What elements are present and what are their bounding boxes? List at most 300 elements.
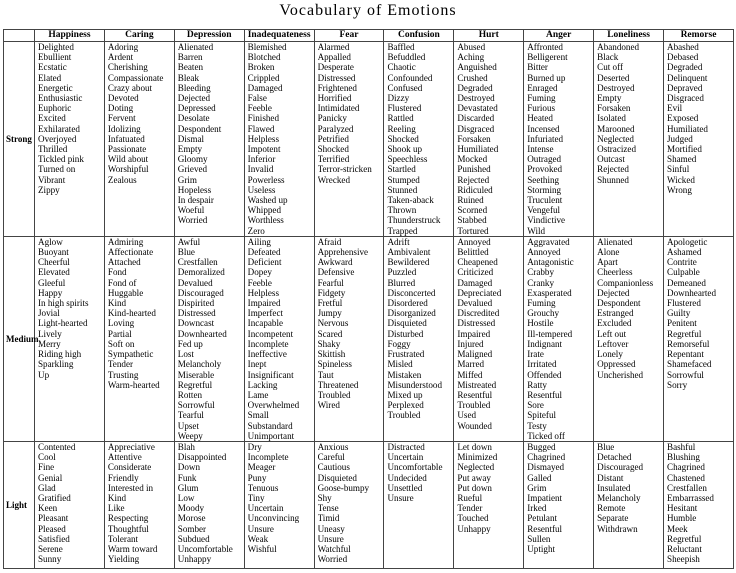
emotion-word: Fed up (177, 338, 203, 349)
emotion-word: Overwhelmed (247, 400, 300, 411)
emotion-word: Vindictive (527, 215, 566, 226)
emotion-word: Ashamed (667, 247, 702, 258)
emotion-word: Intimidated (317, 103, 360, 114)
column-header-loneliness: Loneliness (594, 30, 664, 42)
emotion-word: Fond of (107, 277, 137, 288)
emotion-word: Euphoric (38, 103, 72, 114)
emotion-word: Detached (597, 452, 632, 463)
emotion-word: Depreciated (457, 287, 502, 298)
emotion-word: Deficient (247, 257, 282, 268)
emotion-word: Outcast (597, 154, 625, 165)
emotion-word: Energetic (38, 82, 73, 93)
column-header-remorse: Remorse (664, 30, 734, 42)
word-cell-remorse (664, 441, 734, 568)
emotion-word: Irate (527, 349, 544, 360)
emotion-word: Gleeful (38, 277, 66, 288)
emotion-word: Respecting (107, 513, 149, 524)
emotion-word: Deserted (597, 72, 630, 83)
emotion-word: Shamefaced (667, 359, 712, 370)
emotion-word: Sympathetic (107, 349, 154, 360)
emotion-word: Discouraged (597, 462, 644, 473)
word-cell-remorse (664, 236, 734, 441)
emotion-word: Grim (527, 482, 547, 493)
emotion-word: Disorganized (387, 308, 436, 319)
emotion-word: Mortified (667, 144, 702, 155)
emotion-word: Blemished (247, 42, 287, 52)
emotion-word: Taken-aback (387, 195, 434, 206)
emotion-word: Mistreated (457, 379, 497, 390)
emotion-word: Irritated (527, 359, 557, 370)
emotion-word: Blah (177, 441, 195, 452)
emotion-word: Culpable (667, 267, 700, 278)
emotion-word: Light-hearted (38, 318, 88, 329)
emotion-word: Insignificant (247, 369, 294, 380)
emotion-word: Troubled (317, 389, 351, 400)
emotion-word: Lonely (597, 349, 623, 360)
emotion-word: Troubled (387, 410, 421, 421)
emotion-word: Companionless (597, 277, 654, 288)
emotion-word: Befuddled (387, 52, 426, 63)
emotion-word: Sorrowful (177, 400, 215, 411)
emotion-word: Fretful (317, 298, 343, 309)
emotion-word: Ticked off (527, 430, 565, 441)
emotion-word: Dispirited (177, 298, 215, 309)
emotion-word: Annoyed (457, 236, 491, 247)
word-cell-confusion (384, 42, 454, 237)
emotion-word: Bleak (177, 72, 199, 83)
word-cell-depression (174, 42, 244, 237)
emotion-word: Meek (667, 523, 688, 534)
emotion-word: Discouraged (177, 287, 224, 298)
word-cell-fear (314, 236, 384, 441)
emotion-word: Disgraced (667, 93, 704, 104)
emotion-word: Ratty (527, 379, 547, 390)
emotion-word: Tolerant (107, 533, 139, 544)
emotion-word: Subdued (177, 533, 210, 544)
emotion-word: Cheapened (457, 257, 498, 268)
emotion-word: Testy (527, 420, 547, 431)
emotion-word: Nervous (317, 318, 349, 329)
emotion-word: Antagonistic (527, 257, 574, 268)
emotion-word: Worried (177, 215, 208, 226)
emotion-word: Incomplete (247, 338, 289, 349)
emotion-word: Keen (38, 503, 58, 514)
word-cell-anger (524, 42, 594, 237)
emotion-word: Disturbed (387, 328, 424, 339)
emotion-word: Resentful (527, 523, 563, 534)
emotion-word: Ambivalent (387, 247, 431, 258)
emotion-word: Somber (177, 523, 207, 534)
emotion-word: Rejected (597, 164, 629, 175)
emotion-word: Fervent (107, 113, 136, 124)
emotion-word: Disquieted (317, 472, 357, 483)
column-header-happiness: Happiness (35, 30, 105, 42)
emotion-word: Minimized (457, 452, 498, 463)
word-cell-confusion (384, 236, 454, 441)
emotion-word: Uncomfortable (177, 543, 233, 554)
emotion-word: Inferior (247, 154, 276, 165)
emotion-word: Guilty (667, 308, 691, 319)
emotion-word: Doting (107, 103, 134, 114)
emotion-word: Loving (107, 318, 135, 329)
emotion-word: Puny (247, 472, 267, 483)
emotion-word: Reeling (387, 123, 416, 134)
emotion-word: Demoralized (177, 267, 225, 278)
emotion-word: Devoted (107, 93, 139, 104)
emotion-word: Tenuous (247, 482, 279, 493)
page-title: Vocabulary of Emotions (279, 2, 457, 19)
emotion-word: Up (38, 369, 50, 380)
emotion-word: Marred (457, 359, 485, 370)
emotion-word: Judged (667, 133, 693, 144)
emotion-word: Kind-hearted (107, 308, 156, 319)
emotion-word: Downhearted (177, 328, 227, 339)
emotion-word: Admiring (107, 236, 144, 247)
emotion-word: Put down (457, 482, 492, 493)
row-label: Medium (4, 236, 35, 441)
emotion-word: Defeated (247, 247, 281, 258)
emotion-word: Tortured (457, 225, 489, 236)
emotion-word: Uncomfortable (387, 462, 443, 473)
emotion-word: Vibrant (38, 174, 66, 185)
emotion-word: Scorned (457, 205, 488, 216)
emotion-word: Aggravated (527, 236, 570, 247)
emotion-word: Confused (387, 82, 423, 93)
emotion-word: Humiliated (667, 123, 708, 134)
emotion-word: Cheerful (38, 257, 70, 268)
emotion-word: Shook up (387, 144, 423, 155)
emotion-word: Incensed (527, 123, 560, 134)
emotion-word: Sinful (667, 164, 690, 175)
emotion-word: Foggy (387, 338, 411, 349)
column-header-hurt: Hurt (454, 30, 524, 42)
emotion-word: Gloomy (177, 154, 208, 165)
emotion-word: Furious (527, 103, 556, 114)
emotion-word: Exposed (667, 113, 699, 124)
emotion-word: Glad (38, 482, 56, 493)
emotion-word: Wishful (247, 543, 277, 554)
emotion-word: Forsaken (597, 103, 631, 114)
emotion-word: Insulated (597, 482, 631, 493)
emotion-word: Shocked (387, 133, 419, 144)
emotion-word: Trapped (387, 225, 418, 236)
emotion-word: Flawed (247, 123, 275, 134)
emotion-word: Trusting (107, 369, 139, 380)
emotion-word: Bitter (527, 62, 548, 73)
emotion-word: Kind (107, 492, 127, 503)
emotion-word: Uptight (527, 543, 556, 554)
emotion-word: Regretful (667, 533, 702, 544)
emotion-word: Rueful (457, 492, 483, 503)
emotion-word: Destroyed (457, 93, 495, 104)
emotion-word: Moody (177, 503, 205, 514)
emotion-word: Leftover (597, 338, 629, 349)
word-cell-caring (104, 236, 174, 441)
emotion-word: Washed up (247, 195, 288, 206)
emotion-word: Thoughtful (107, 523, 149, 534)
emotion-word: Miffed (457, 369, 483, 380)
emotion-word: Chastened (667, 472, 705, 483)
emotion-word: Uncherished (597, 369, 644, 380)
emotion-word: Shy (317, 492, 332, 503)
emotion-word: Cool (38, 452, 56, 463)
emotion-word: Misunderstood (387, 379, 443, 390)
emotion-word: Blushing (667, 452, 700, 463)
emotion-word: Awkward (317, 257, 353, 268)
emotion-word: Hostile (527, 318, 554, 329)
emotion-word: Affronted (527, 42, 563, 52)
emotion-word: Useless (247, 184, 276, 195)
emotion-word: Unsure (247, 523, 274, 534)
emotion-word: Grouchy (527, 308, 560, 319)
emotion-word: Contented (38, 441, 76, 452)
emotion-word: Miserable (177, 369, 215, 380)
emotion-word: Wrecked (317, 174, 351, 185)
emotion-word: Punished (457, 164, 491, 175)
emotion-word: Desperate (317, 62, 354, 73)
emotion-word: Helpless (247, 287, 279, 298)
emotion-word: Troubled (457, 400, 491, 411)
emotion-word: Awful (177, 236, 201, 247)
emotion-word: Spiteful (527, 410, 557, 421)
emotion-word: Partial (107, 328, 132, 339)
emotion-word: Indignant (527, 338, 563, 349)
emotion-word: Goose-bumpy (317, 482, 370, 493)
emotion-word: Sullen (527, 533, 551, 544)
emotion-word: Small (247, 410, 269, 421)
emotion-word: Upset (177, 420, 199, 431)
emotion-word: Pleasant (38, 513, 69, 524)
emotion-word: Satisfied (38, 533, 70, 544)
emotion-word: Alone (597, 247, 620, 258)
emotion-word: Used (457, 410, 477, 421)
emotion-word: Grim (177, 174, 197, 185)
emotion-word: Wounded (457, 420, 492, 431)
emotion-word: Anguished (457, 62, 497, 73)
row-label: Strong (4, 42, 35, 237)
emotion-word: Dry (247, 441, 262, 452)
emotion-word: Sunny (38, 554, 62, 565)
emotion-word: Jumpy (317, 308, 342, 319)
emotion-word: In high spirits (38, 298, 89, 309)
emotion-word: Storming (527, 184, 562, 195)
emotion-word: Attentive (107, 452, 142, 463)
emotion-word: Damaged (457, 277, 493, 288)
emotion-word: Desolate (177, 113, 210, 124)
emotion-word: Blue (177, 247, 195, 258)
corner-cell (4, 30, 35, 42)
emotion-word: Impotent (247, 144, 281, 155)
emotion-word: Discredited (457, 308, 500, 319)
emotion-word: Resentful (457, 389, 493, 400)
emotion-word: Truculent (527, 195, 563, 206)
emotion-word: Demeaned (667, 277, 706, 288)
emotion-word: Impaired (457, 328, 491, 339)
emotion-word: Bewildered (387, 257, 430, 268)
emotion-word: Damaged (247, 82, 283, 93)
word-cell-anger (524, 441, 594, 568)
emotion-word: Imperfect (247, 308, 284, 319)
emotion-word: Huggable (107, 287, 144, 298)
emotion-word: Compassionate (107, 72, 164, 83)
emotion-word: Shaky (317, 338, 341, 349)
emotion-word: Distressed (457, 318, 496, 329)
emotion-word: Apart (597, 257, 618, 268)
emotion-word: Weak (247, 533, 269, 544)
emotion-word: Rejected (457, 174, 490, 185)
emotion-word: Exasperated (527, 287, 572, 298)
emotion-word: Watchful (317, 543, 351, 554)
emotion-word: Flustered (387, 103, 422, 114)
emotion-word: Adoring (107, 42, 139, 52)
emotion-word: Irked (527, 503, 547, 514)
emotion-word: Woeful (177, 205, 205, 216)
emotion-word: Yielding (107, 554, 140, 565)
emotion-word: Finished (247, 113, 279, 124)
emotion-word: Weepy (177, 430, 203, 441)
emotion-word: Shunned (597, 174, 629, 185)
emotion-word: Bugged (527, 441, 556, 452)
emotion-word: Blue (597, 441, 615, 452)
emotion-word: Impaired (247, 298, 281, 309)
emotion-word: Zippy (38, 184, 60, 195)
emotion-word: Panicky (317, 113, 347, 124)
emotion-word: Sparkling (38, 359, 74, 370)
emotion-word: Humiliated (457, 144, 499, 155)
emotion-word: Ineffective (247, 349, 287, 360)
emotion-word: Hesitant (667, 503, 698, 514)
word-cell-happiness (35, 236, 105, 441)
emotion-word: Marooned (597, 123, 635, 134)
emotion-word: Reluctant (667, 543, 702, 554)
emotion-word: Abused (457, 42, 486, 52)
emotion-word: Substandard (247, 420, 293, 431)
emotion-word: Funk (177, 472, 197, 483)
emotion-word: Flustered (667, 298, 701, 309)
emotion-word: Tender (107, 359, 134, 370)
emotion-word: Tickled pink (38, 154, 84, 165)
word-cell-fear (314, 441, 384, 568)
emotion-word: Distant (597, 472, 624, 483)
emotion-word: Unhappy (177, 554, 212, 565)
emotion-word: Annoyed (527, 247, 561, 258)
emotion-word: Regretful (667, 328, 702, 339)
emotion-word: Distressed (317, 72, 356, 83)
column-header-fear: Fear (314, 30, 384, 42)
emotion-word: Frightened (317, 82, 357, 93)
emotion-word: Cheerless (597, 267, 633, 278)
word-cell-inadequateness (244, 236, 314, 441)
emotion-word: Tiny (247, 492, 265, 503)
emotion-word: Stunned (387, 184, 418, 195)
word-cell-remorse (664, 42, 734, 237)
emotion-word: Belligerent (527, 52, 568, 63)
emotion-word: Pleased (38, 523, 66, 534)
emotion-word: Merry (38, 338, 61, 349)
emotion-word: Apologetic (667, 236, 708, 247)
emotion-word: Feeble (247, 103, 272, 114)
emotion-word: Blotched (247, 52, 281, 63)
emotion-word: Enthusiastic (38, 93, 83, 104)
emotion-word: Abashed (667, 42, 699, 52)
emotion-word: Mixed up (387, 389, 423, 400)
intensity-row-medium (4, 236, 734, 441)
word-cell-caring (104, 42, 174, 237)
word-cell-confusion (384, 441, 454, 568)
emotion-word: Touched (457, 513, 489, 524)
emotion-word: Depraved (667, 82, 703, 93)
emotion-word: Crippled (247, 72, 280, 83)
emotion-word: Paralyzed (317, 123, 354, 134)
emotion-word: Fidgety (317, 287, 346, 298)
emotion-word: Lame (247, 389, 269, 400)
emotion-word: Injured (457, 338, 484, 349)
emotion-word: Evil (667, 103, 683, 114)
emotion-word: Terror-stricken (317, 164, 372, 175)
word-cell-depression (174, 236, 244, 441)
emotion-word: Adrift (387, 236, 410, 247)
emotion-word: Depressed (177, 103, 216, 114)
emotion-word: Warm toward (107, 543, 158, 554)
emotion-word: Cherishing (107, 62, 148, 73)
emotion-word: Petrified (317, 133, 349, 144)
emotion-word: Idolizing (107, 123, 141, 134)
emotion-word: Crestfallen (177, 257, 218, 268)
emotion-word: Speechless (387, 154, 428, 165)
emotion-word: Uncertain (387, 452, 424, 463)
emotion-word: Vengeful (527, 205, 561, 216)
emotion-word: Meager (247, 462, 276, 473)
emotion-word: Fine (38, 462, 55, 473)
emotion-word: Despondent (177, 123, 222, 134)
emotion-word: Down (177, 462, 201, 473)
emotion-word: Sore (527, 400, 544, 411)
emotion-word: Affectionate (107, 247, 154, 258)
emotion-word: Infuriated (527, 133, 564, 144)
emotion-word: Tearful (177, 410, 204, 421)
emotion-word: Fuming (527, 298, 556, 309)
word-cell-depression (174, 441, 244, 568)
emotion-word: Dejected (177, 93, 211, 104)
emotion-word: Blurred (387, 277, 416, 288)
emotion-word: Despondent (597, 298, 641, 309)
emotion-word: Considerate (107, 462, 152, 473)
emotion-word: Shocked (317, 144, 349, 155)
emotion-word: Lost (177, 349, 194, 360)
emotion-word: Regretful (177, 379, 213, 390)
emotion-word: Puzzled (387, 267, 417, 278)
emotion-word: Discarded (457, 113, 495, 124)
emotion-word: Melancholy (177, 359, 222, 370)
emotion-word: Ecstatic (38, 62, 67, 73)
emotion-word: Galled (527, 472, 552, 483)
emotion-word: Disgraced (457, 123, 495, 134)
emotion-word: Defensive (317, 267, 355, 278)
emotion-word: Chaotic (387, 62, 416, 73)
emotion-word: Ridiculed (457, 184, 493, 195)
emotion-word: Uncertain (247, 503, 284, 514)
emotion-word: Mocked (457, 154, 488, 165)
emotion-word: Melancholy (597, 492, 641, 503)
emotion-word: Like (107, 503, 125, 514)
emotion-word: Whipped (247, 205, 282, 216)
emotion-word: Turned on (38, 164, 76, 175)
emotion-word: Shamed (667, 154, 697, 165)
emotion-word: Wicked (667, 174, 695, 185)
emotion-word: Disconcerted (387, 287, 436, 298)
emotion-word: Passionate (107, 144, 147, 155)
emotion-word: Incapable (247, 318, 284, 329)
